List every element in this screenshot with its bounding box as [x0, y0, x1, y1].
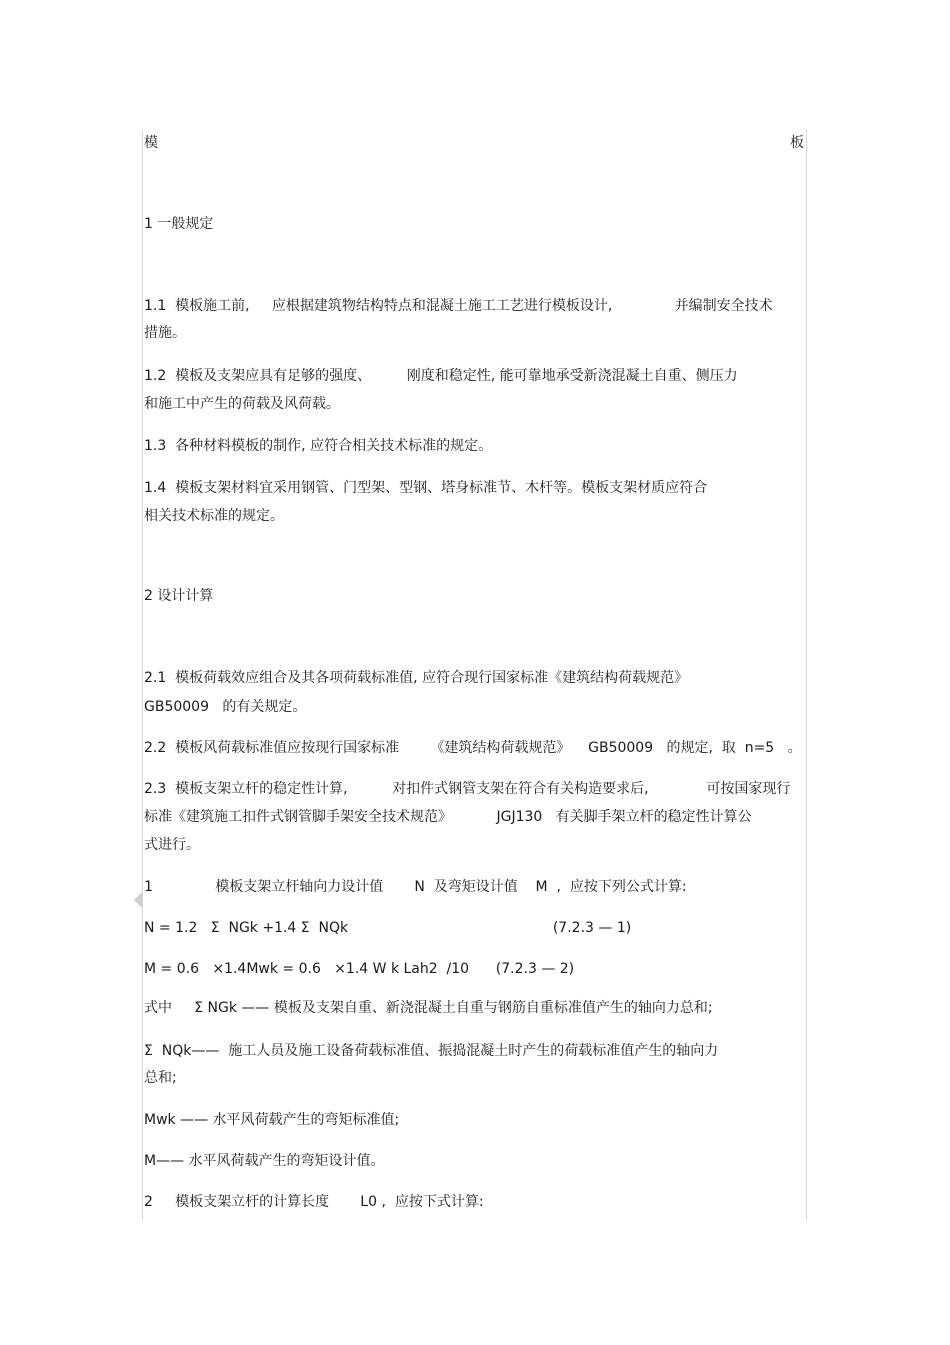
paragraph-line: 2 模板支架立杆的计算长度 L0 , 应按下式计算:: [144, 1194, 484, 1210]
paragraph-line: 2.3 模板支架立杆的稳定性计算, 对扣件式钢管支架在符合有关构造要求后, 可按国家现行: [144, 781, 791, 797]
paragraph-line: 1.4 模板支架材料宜采用钢管、门型架、型钢、塔身标准节、木杆等。模板支架材质应符合: [144, 480, 708, 496]
paragraph-line: 2.1 模板荷载效应组合及其各项荷载标准值, 应符合现行国家标准《建筑结构荷载规范》: [144, 670, 689, 686]
paragraph-line: 式中 Σ NGk —— 模板及支架自重、新浇混凝土自重与钢筋自重标准值产生的轴向力总和;: [144, 1000, 713, 1016]
paragraph-line: 总和;: [144, 1070, 177, 1086]
paragraph-line: Mwk —— 水平风荷载产生的弯矩标准值;: [144, 1112, 400, 1128]
title-right-char: 板: [790, 135, 804, 151]
paragraph-line: 和施工中产生的荷载及风荷载。: [144, 396, 340, 412]
paragraph-line: 1.2 模板及支架应具有足够的强度、 刚度和稳定性, 能可靠地承受新浇混凝土自重、侧压力: [144, 368, 738, 384]
section-heading: 1 一般规定: [144, 216, 214, 232]
paragraph-line: 式进行。: [144, 837, 200, 853]
paragraph-line: 1 模板支架立杆轴向力设计值 N 及弯矩设计值 M , 应按下列公式计算:: [144, 879, 687, 895]
title-left-char: 模: [144, 135, 158, 151]
paragraph-line: M—— 水平风荷载产生的弯矩设计值。: [144, 1153, 385, 1169]
paragraph-line: GB50009 的有关规定。: [144, 699, 307, 715]
paragraph-line: 1.3 各种材料模板的制作, 应符合相关技术标准的规定。: [144, 438, 493, 454]
section-heading: 2 设计计算: [144, 588, 214, 604]
right-margin-line: [806, 130, 807, 1220]
paragraph-line: Σ NQk—— 施工人员及施工设备荷载标准值、振捣混凝土时产生的荷载标准值产生的轴向力: [144, 1043, 719, 1059]
formula-line: N = 1.2 Σ NGk +1.4 Σ NQk (7.2.3 — 1): [144, 920, 632, 936]
paragraph-line: 措施。: [144, 325, 186, 341]
paragraph-line: 2.2 模板风荷载标准值应按现行国家标准 《建筑结构荷载规范》 GB50009 的规定, 取 n=5 。: [144, 740, 802, 756]
margin-marker: [134, 892, 142, 908]
paragraph-line: 标准《建筑施工扣件式钢管脚手架安全技术规范》 JGJ130 有关脚手架立杆的稳定性计算公: [144, 809, 752, 825]
paragraph-line: 相关技术标准的规定。: [144, 508, 284, 524]
left-margin-line: [142, 130, 143, 1220]
paragraph-line: 1.1 模板施工前, 应根据建筑物结构特点和混凝土施工工艺进行模板设计, 并编制安全技术: [144, 298, 773, 314]
formula-line: M = 0.6 ×1.4Mwk = 0.6 ×1.4 W k Lah2 /10 (7.2.3 — 2): [144, 961, 575, 977]
